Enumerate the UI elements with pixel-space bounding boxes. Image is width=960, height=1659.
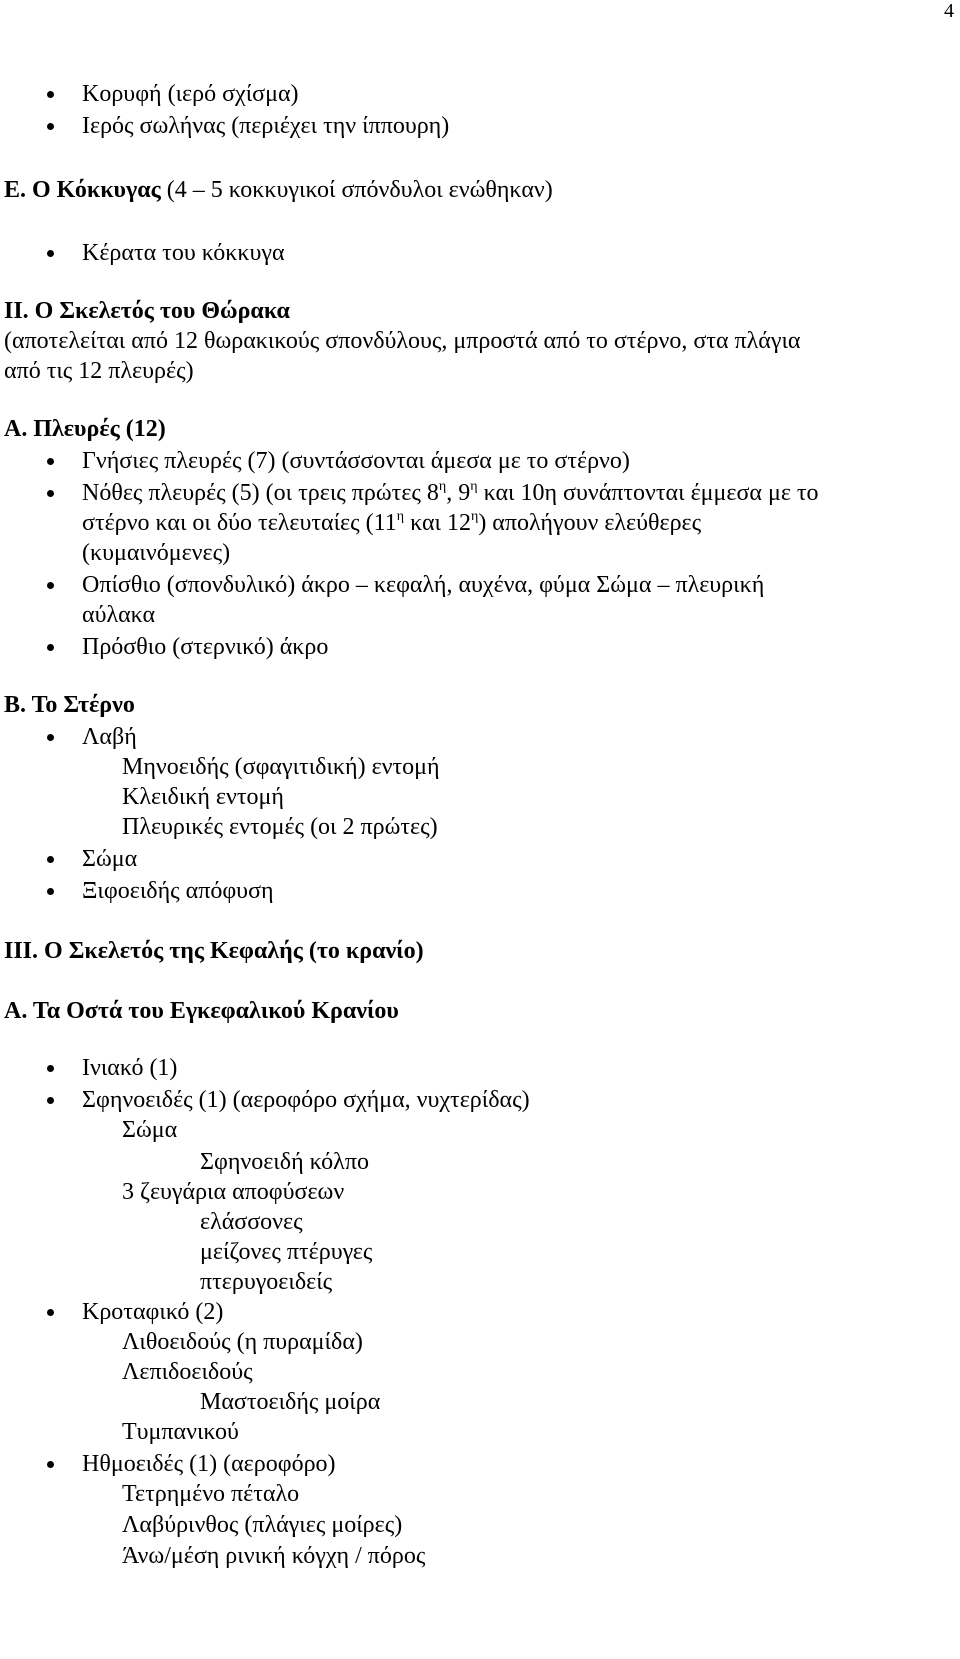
sub-item: Μηνοειδής (σφαγιτιδική) εντομή — [122, 754, 440, 780]
bullet-icon — [47, 734, 54, 741]
sub-item: Λεπιδοειδούς — [122, 1359, 253, 1385]
sub-sub-item: Μαστοειδής μοίρα — [200, 1389, 381, 1415]
list-item: Πρόσθιο (στερνικό) άκρο — [82, 634, 329, 660]
thorax-heading: ΙΙ. Ο Σκελετός του Θώρακα — [4, 298, 290, 324]
thorax-intro: από τις 12 πλευρές) — [4, 358, 194, 384]
sub-item: Λιθοειδούς (η πυραμίδα) — [122, 1329, 363, 1355]
bullet-icon — [47, 1461, 54, 1468]
bullet-icon — [47, 888, 54, 895]
bullet-icon — [47, 458, 54, 465]
list-item: Ιερός σωλήνας (περιέχει την ίππουρη) — [82, 113, 450, 139]
sub-item: 3 ζευγάρια αποφύσεων — [122, 1179, 345, 1205]
bullet-icon — [47, 490, 54, 497]
sub-item: Κλειδική εντομή — [122, 784, 284, 810]
thorax-intro: (αποτελείται από 12 θωρακικούς σπονδύλους, μπροστά από το στέρνο, στα πλάγια — [4, 328, 801, 354]
sternum-heading: Β. Το Στέρνο — [4, 692, 135, 718]
sub-item: Τυμπανικού — [122, 1419, 239, 1445]
page-number: 4 — [944, 0, 954, 22]
list-item: Οπίσθιο (σπονδυλικό) άκρο – κεφαλή, αυχένα, φύμα Σώμα – πλευρική — [82, 572, 765, 598]
bullet-icon — [47, 582, 54, 589]
list-item-continuation: στέρνο και οι δύο τελευταίες ($11^\eta$ και $12^\eta$) απολήγουν ελεύθερες — [82, 509, 702, 536]
bullet-icon — [47, 1097, 54, 1104]
sub-sub-item: ελάσσονες — [200, 1209, 303, 1235]
skull-heading: ΙΙΙ. Ο Σκελετός της Κεφαλής (το κρανίο) — [4, 938, 424, 964]
cranial-bones-heading: Α. Τα Οστά του Εγκεφαλικού Κρανίου — [4, 998, 399, 1024]
bullet-icon — [47, 644, 54, 651]
list-item: Ηθμοειδές (1) (αεροφόρο) — [82, 1451, 336, 1477]
list-item: Νόθες πλευρές (5) (οι τρεις πρώτες $8^\eta$, $9^\eta$ και 10η συνάπτονται έμμεσα με το — [82, 479, 819, 506]
list-item: Κέρατα του κόκκυγα — [82, 240, 285, 266]
list-item: Γνήσιες πλευρές (7) (συντάσσονται άμεσα με το στέρνο) — [82, 448, 630, 474]
list-item-continuation: (κυμαινόμενες) — [82, 540, 231, 566]
list-item: Σφηνοειδές (1) (αεροφόρο σχήμα, νυχτερίδας) — [82, 1087, 530, 1113]
bullet-icon — [47, 123, 54, 130]
sub-item: Άνω/μέση ρινική κόγχη / πόρος — [122, 1543, 426, 1569]
sub-item: Λαβύρινθος (πλάγιες μοίρες) — [122, 1512, 403, 1538]
bullet-icon — [47, 856, 54, 863]
bullet-icon — [47, 91, 54, 98]
list-item: Ξιφοειδής απόφυση — [82, 878, 274, 904]
sub-item: Πλευρικές εντομές (οι 2 πρώτες) — [122, 814, 438, 840]
list-item-continuation: αύλακα — [82, 602, 156, 628]
list-item: Κορυφή (ιερό σχίσμα) — [82, 81, 299, 107]
list-item: Κροταφικό (2) — [82, 1299, 224, 1325]
coccyx-heading: Ε. Ο Κόκκυγας (4 – 5 κοκκυγικοί σπόνδυλοι ενώθηκαν) — [4, 177, 553, 203]
sub-sub-item: Σφηνοειδή κόλπο — [200, 1149, 369, 1175]
ribs-heading: Α. Πλευρές (12) — [4, 416, 166, 442]
bullet-icon — [47, 1309, 54, 1316]
sub-item: Τετρημένο πέταλο — [122, 1481, 300, 1507]
list-item: Σώμα — [82, 846, 138, 872]
list-item: Ινιακό (1) — [82, 1055, 178, 1081]
bullet-icon — [47, 1065, 54, 1072]
sub-sub-item: μείζονες πτέρυγες — [200, 1239, 373, 1265]
sub-item: Σώμα — [122, 1117, 178, 1143]
list-item: Λαβή — [82, 724, 137, 750]
sub-sub-item: πτερυγοειδείς — [200, 1269, 333, 1295]
bullet-icon — [47, 250, 54, 257]
